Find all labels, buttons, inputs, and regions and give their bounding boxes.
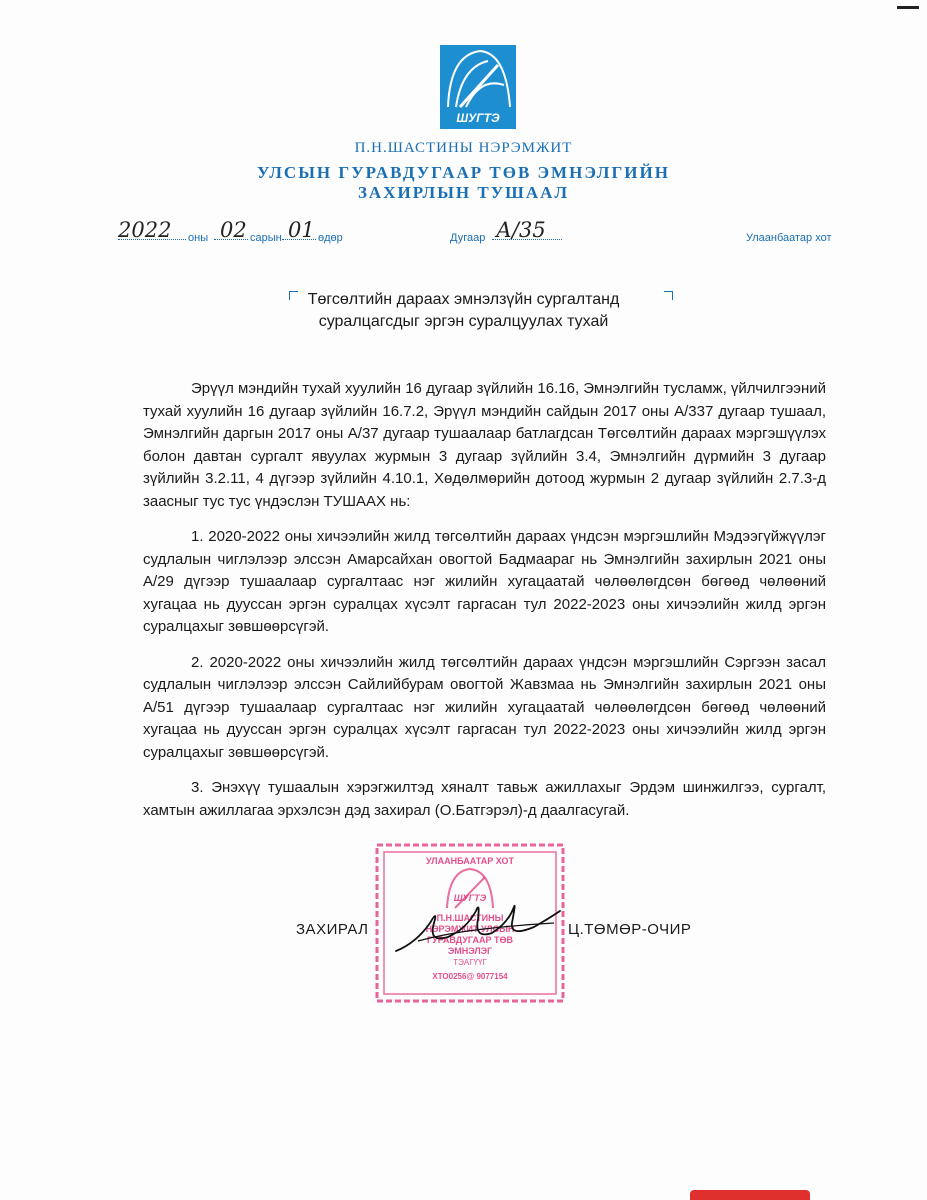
order-item-1: 1. 2020-2022 оны хичээлийн жилд төгсөлтийн дараах үндсэн мэргэшлийн Мэдээгүйжүүлэг судлалын чиглэлээр элссэн Амарсайхан овогтой Бадмаараг нь Эмнэлгийн захирлын 2021 оны А/29 дүгээр тушаалаар сургалтаас нэг жилийн хугацаатай чөлөөлөгдсөн бөгөөд чөлөөний хугацаа нь дууссан эргэн суралцах хүсэлт гаргасан тул 2022-2023 оны хичээлийн жилд эргэн суралцахыг зөвшөөрсүгэй. — [143, 528, 826, 635]
handwritten-number: А/35 — [496, 218, 546, 242]
document-title: ЗАХИРЛЫН ТУШААЛ — [357, 183, 570, 202]
logo-arc-icon — [440, 45, 516, 129]
subject-line-2: суралцагсдыг эргэн суралцуулах тухай — [318, 313, 609, 330]
stamp-line-1: П.Н.ШАСТИНЫ — [436, 913, 504, 923]
city-label: Улаанбаатар хот — [746, 232, 832, 244]
day-underline — [282, 239, 316, 240]
order-item-2: 2. 2020-2022 оны хичээлийн жилд төгсөлтийн дараах үндсэн мэргэшлийн Сэргээн засал судлалын чиглэлээр элссэн Сайлийбурам овогтой Жавзмаа нь Эмнэлгийн захирлын 2021 оны А/51 дүгээр тушаалаар сургалтаас нэг жилийн хугацаатай чөлөөлөгдсөн бөгөөд чөлөөний хугацаа нь дууссан эргэн суралцах хүсэлт гаргасан тул 2022-2023 оны хичээлийн жилд эргэн суралцахыг зөвшөөрсүгэй. — [143, 653, 826, 761]
director-name: Ц.ТӨМӨР-ОЧИР — [568, 921, 692, 938]
date-number-row — [118, 218, 838, 250]
year-label: оны — [188, 232, 209, 244]
year-underline — [118, 239, 186, 240]
stamp-line-4: ЭМНЭЛЭГ — [447, 946, 493, 956]
month-underline — [214, 239, 248, 240]
stamp-line-2: НЭРЭМЖИТ УЛСЫН — [425, 924, 515, 934]
logo-text: ШУГТЭ — [456, 111, 500, 125]
red-mark-fragment — [690, 1190, 810, 1200]
stamp-line-5: ТЭАГҮҮГ — [453, 958, 487, 967]
handwritten-signature — [388, 893, 568, 963]
preamble-paragraph: Эрүүл мэндийн тухай хуулийн 16 дугаар зүйлийн 16.16, Эмнэлгийн тусламж, үйлчилгээний тухай хуулийн 16 дугаар зүйлийн 16.7.2, Эрүүл мэндийн сайдын 2017 оны А/337 дугаар тушаал, Эмнэлгийн даргын 2017 оны А/37 дугаар тушаалаар батлагдсан Төгсөлтийн дараах мэргэшүүлэх болон давтан сургалт явуулах журмын 3 дугаар зүйлийн 3.4, Эмнэлгийн дүрмийн 3 дугаар зүйлийн 3.2.11, 4 дүгээр зүйлийн 4.10.1, Хөдөлмөрийн дотоод журмын 2 дугаар зүйлийн 2.7.3-д заасныг тус тус үндэслэн ТУШААХ нь: — [143, 380, 826, 510]
hospital-logo — [440, 45, 516, 129]
stamp-line-3: ГУРАВДУГААР ТӨВ — [427, 935, 513, 945]
stamp-logo-text: ШУГТЭ — [453, 893, 487, 903]
stamp-code: ХТО0256@ 9077154 — [432, 972, 508, 981]
subject-line-1: Төгсөлтийн дараах эмнэлзүйн сургалтанд — [307, 291, 620, 308]
number-underline — [492, 239, 562, 240]
director-title: ЗАХИРАЛ — [296, 921, 369, 938]
day-label: өдөр — [318, 232, 343, 244]
order-body — [143, 378, 826, 835]
org-line-2: УЛСЫН ГУРАВДУГААР ТӨВ ЭМНЭЛГИЙН — [257, 163, 670, 182]
handwritten-month: 02 — [220, 218, 247, 242]
handwritten-day: 01 — [288, 218, 315, 242]
number-label: Дугаар — [450, 232, 486, 244]
handwritten-year: 2022 — [118, 218, 172, 242]
org-line-1: П.Н.ШАСТИНЫ НЭРЭМЖИТ — [354, 140, 573, 156]
month-label: сарын — [250, 232, 282, 244]
order-item-3: 3. Энэхүү тушаалын хэрэгжилтэд хяналт тавьж ажиллахыг Эрдэм шинжилгээ, сургалт, хамтын ажиллагаа эрхэлсэн дэд захирал (О.Батгэрэл)-д даалгасугай. — [143, 779, 826, 819]
stamp-top-text: УЛААНБААТАР ХОТ — [426, 856, 514, 866]
corner-mark — [897, 6, 919, 9]
